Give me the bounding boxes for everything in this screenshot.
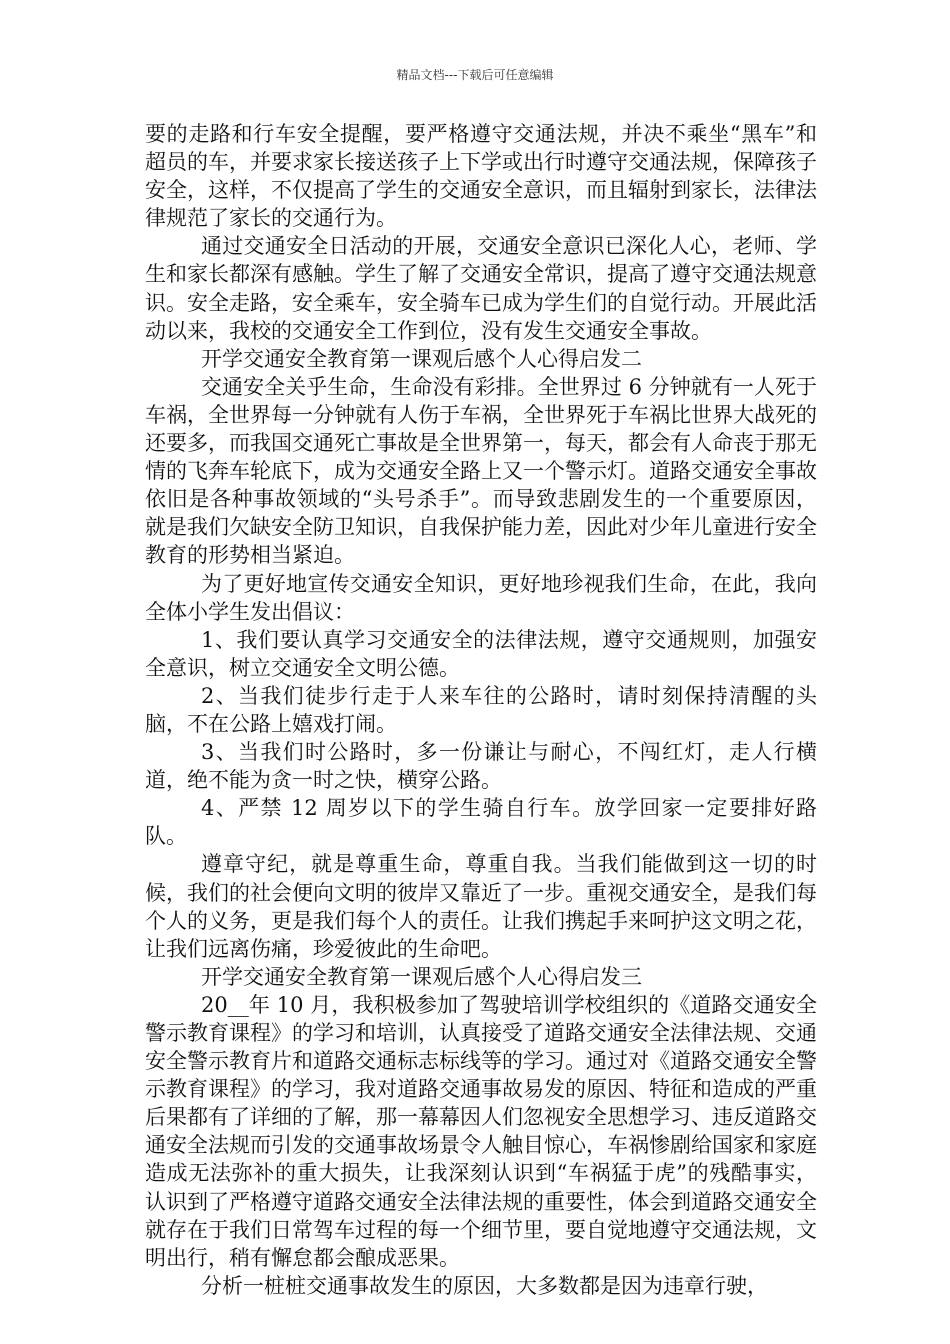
section-heading: 开学交通安全教育第一课观后感个人心得启发二 [201, 346, 642, 371]
list-item: 1、我们要认真学习交通安全的法律法规，遵守交通规则，加强安全意识，树立交通安全文明公德。 [145, 627, 817, 680]
paragraph: 20__年 10 月，我积极参加了驾驶培训学校组织的《道路交通安全警示教育课程》的学习和培训，认真接受了道路交通安全法律法规、交通安全警示教育片和道路交通标志标线等的学习。通过对《道路交通安全警示教育课程》的学习，我对道路交通事故易发的原因、特征和造成的严重后果都有了详细的了解，那一幕幕因人们忽视安全思想学习、违反道路交通安全法规而引发的交通事故场景令人触目惊心，车祸惨剧给国家和家庭造成无法弥补的重大损失，让我深刻认识到“车祸猛于虎”的残酷事实，认识到了严格遵守道路交通安全法律法规的重要性，体会到道路交通安全就存在于我们日常驾车过程的每一个细节里，要自觉地遵守交通法规，文明出行，稍有懈怠都会酿成恶果。 [145, 992, 817, 1270]
list-item: 3、当我们时公路时，多一份谦让与耐心，不闯红灯，走人行横道，绝不能为贪一时之快，横穿公路。 [145, 740, 817, 793]
document-body [145, 120, 817, 1300]
paragraph: 通过交通安全日活动的开展，交通安全意识已深化人心，老师、学生和家长都深有感触。学生了解了交通安全常识，提高了遵守交通法规意识。安全走路，安全乘车，安全骑车已成为学生们的自觉行动。开展此活动以来，我校的交通安全工作到位，没有发生交通安全事故。 [145, 234, 817, 343]
paragraph: 分析一桩桩交通事故发生的原因，大多数都是因为违章行驶， [201, 1273, 768, 1298]
paragraph: 要的走路和行车安全提醒，要严格遵守交通法规，并决不乘坐“黑车”和超员的车，并要求家长接送孩子上下学或出行时遵守交通法规，保障孩子安全，这样，不仅提高了学生的交通安全意识，而且辐射到家长，法律法律规范了家长的交通行为。 [145, 122, 817, 231]
paragraph: 为了更好地宣传交通安全知识，更好地珍视我们生命，在此，我向全体小学生发出倡议： [145, 571, 817, 624]
section-heading: 开学交通安全教育第一课观后感个人心得启发三 [201, 964, 642, 989]
list-item: 4、严禁 12 周岁以下的学生骑自行车。放学回家一定要排好路队。 [145, 796, 817, 849]
page-header: 精品文档---下载后可任意编辑 [396, 68, 554, 82]
paragraph: 交通安全关乎生命，生命没有彩排。全世界过 6 分钟就有一人死于车祸，全世界每一分钟就有人伤于车祸，全世界死于车祸比世界大战死的还要多，而我国交通死亡事故是全世界第一，每天，都会有人命丧于那无情的飞奔车轮底下，成为交通安全路上又一个警示灯。道路交通安全事故依旧是各种事故领域的“头号杀手”。而导致悲剧发生的一个重要原因，就是我们欠缺安全防卫知识，自我保护能力差，因此对少年儿童进行安全教育的形势相当紧迫。 [145, 374, 817, 568]
paragraph: 遵章守纪，就是尊重生命，尊重自我。当我们能做到这一切的时候，我们的社会便向文明的彼岸又靠近了一步。重视交通安全，是我们每个人的义务，更是我们每个人的责任。让我们携起手来呵护这文明之花，让我们远离伤痛，珍爱彼此的生命吧。 [145, 852, 817, 961]
list-item: 2、当我们徒步行走于人来车往的公路时，请时刻保持清醒的头脑，不在公路上嬉戏打闹。 [145, 683, 817, 736]
